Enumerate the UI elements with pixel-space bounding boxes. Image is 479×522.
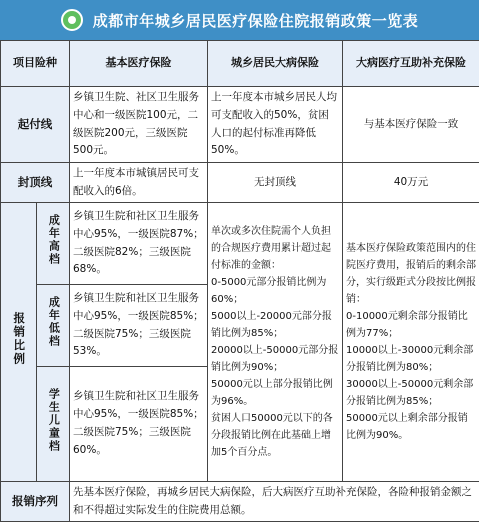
ratio-supplement-line: 30000以上-50000元剩余部分报销比例为85%； — [346, 376, 476, 410]
row-seq — [1, 482, 479, 522]
ratio-major — [208, 203, 343, 482]
ratio-major-line: 0-5000元部分报销比例为60%； — [211, 274, 339, 308]
ratio-supplement-line: 0-10000元剩余部分报销比例为77%； — [346, 308, 476, 342]
qifu-major: 上一年度本市城乡居民人均可支配收入的50%，贫困人口的起付标准再降低50%。 — [208, 87, 343, 163]
label-student-text: 学生儿童档 — [44, 388, 63, 453]
ratio-basic-adult-low: 乡镇卫生院和社区卫生服务中心95%，一级医院85%；二级医院75%；三级医院53%。 — [70, 285, 208, 367]
label-ratio-text: 报销比例 — [9, 312, 29, 366]
ratio-major-line: 贫困人口50000元以下的各分段报销比例在此基础上增加5个百分点。 — [211, 410, 339, 461]
header-supplement: 大病医疗互助补充保险 — [343, 41, 479, 87]
header-row — [1, 41, 479, 87]
ratio-major-line: 50000元以上部分报销比例为96%。 — [211, 376, 339, 410]
row-qifu — [1, 87, 479, 163]
label-adult-high — [37, 203, 70, 285]
row-fengding — [1, 163, 479, 203]
fengding-supplement: 40万元 — [343, 163, 479, 203]
ratio-supplement — [343, 203, 479, 482]
header-item-type: 项目险种 — [1, 41, 70, 87]
label-ratio — [1, 203, 37, 482]
ratio-basic-student: 乡镇卫生院和社区卫生服务中心95%，一级医院85%；二级医院75%；三级医院60%。 — [70, 367, 208, 482]
ratio-supplement-line: 基本医疗保险政策范围内的住院医疗费用，报销后的剩余部分，实行级距式分段按比例报销： — [346, 240, 476, 308]
label-adult-low-text: 成年低档 — [44, 296, 63, 348]
label-adult-low — [37, 285, 70, 367]
label-student — [37, 367, 70, 482]
ratio-major-line: 5000以上-20000元部分报销比例为85%； — [211, 308, 339, 342]
title-bar — [0, 0, 479, 41]
label-adult-high-text: 成年高档 — [44, 214, 63, 266]
label-qifu: 起付线 — [1, 87, 70, 163]
label-fengding: 封顶线 — [1, 163, 70, 203]
header-basic-insurance: 基本医疗保险 — [70, 41, 208, 87]
ratio-basic-adult-high: 乡镇卫生院和社区卫生服务中心95%，一级医院87%；二级医院82%；三级医院68%。 — [70, 203, 208, 285]
ratio-supplement-line: 10000以上-30000元剩余部分报销比例为80%； — [346, 342, 476, 376]
ratio-major-line: 20000以上-50000元部分报销比例为90%； — [211, 342, 339, 376]
header-major-illness: 城乡居民大病保险 — [208, 41, 343, 87]
fengding-major: 无封顶线 — [208, 163, 343, 203]
qifu-basic: 乡镇卫生院、社区卫生服务中心和一级医院100元，二级医院200元，三级医院500元。 — [70, 87, 208, 163]
ratio-major-line: 单次或多次住院需个人负担的合规医疗费用累计超过起付标准的金额： — [211, 223, 339, 274]
row-ratio-adult-high — [1, 203, 479, 285]
label-seq: 报销序列 — [1, 482, 70, 522]
fengding-basic: 上一年度本市城镇居民可支配收入的6倍。 — [70, 163, 208, 203]
logo-icon — [61, 9, 83, 31]
policy-table — [0, 40, 479, 522]
ratio-supplement-line: 50000元以上剩余部分报销比例为90%。 — [346, 410, 476, 444]
qifu-supplement: 与基本医疗保险一致 — [343, 87, 479, 163]
seq-text: 先基本医疗保险，再城乡居民大病保险，后大病医疗互助补充保险，各险种报销金额之和不得超过实际发生的住院费用总额。 — [70, 482, 479, 522]
page-title: 成都市年城乡居民医疗保险住院报销政策一览表 — [93, 10, 419, 31]
